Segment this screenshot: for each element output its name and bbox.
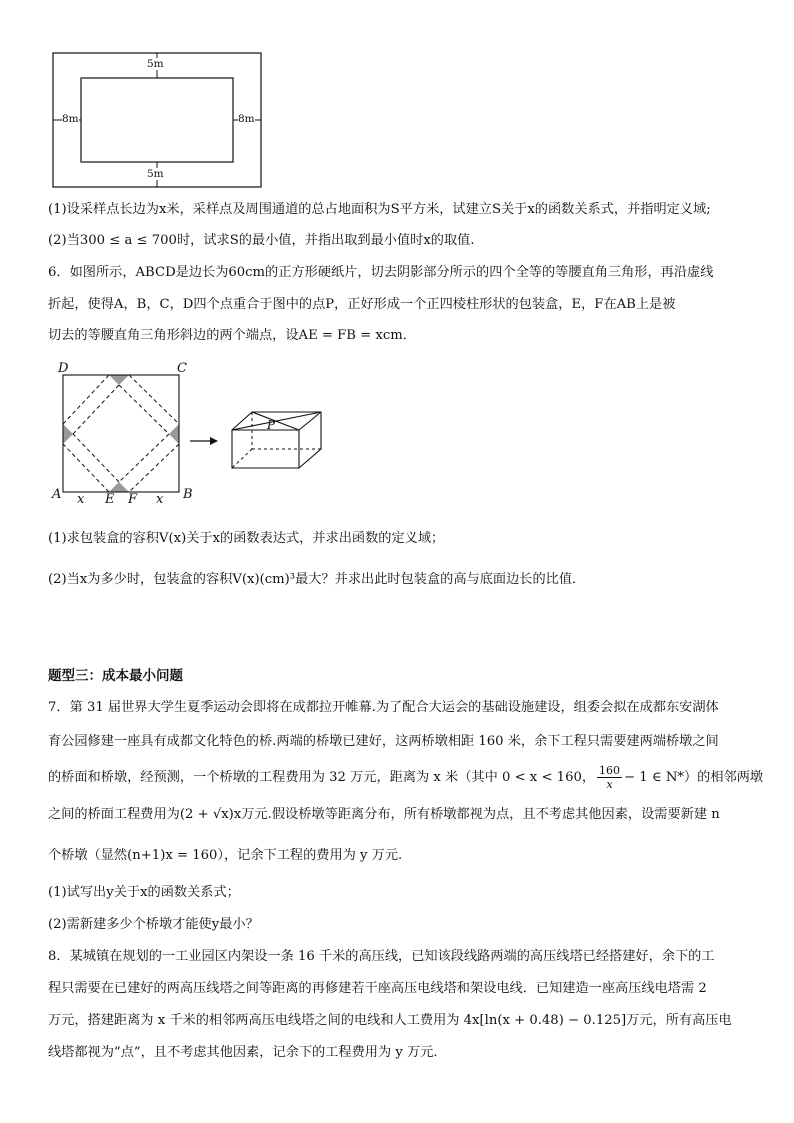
bottom-width-label: 5m — [147, 168, 164, 180]
left-width-label: 8m — [62, 113, 79, 125]
q8-line2: 程只需要在已建好的两高压线塔之间等距离的再修建若干座高压电线塔和架设电线．已知建造一座高压线电塔需 2 — [48, 981, 707, 996]
q8-line3: 万元，搭建距离为 x 千米的相邻两高压电线塔之间的电线和人工费用为 4x[ln(x + 0.48) − 0.125]万元，所有高压电 — [48, 1013, 732, 1028]
q7-line3 — [48, 764, 764, 791]
q6-line2: 折起，使得A，B，C，D四个点重合于图中的点P，正好形成一个正四棱柱形状的包装盒，E，F在AB上是被 — [48, 297, 676, 312]
shaded-triangle-bottom — [109, 482, 129, 492]
q8-line1: 8．某城镇在规划的一工业园区内架设一条 16 千米的高压线，已知该段线路两端的高压线塔已经搭建好，余下的工 — [48, 949, 715, 964]
label-D: D — [58, 361, 69, 376]
label-A: A — [52, 487, 62, 502]
section-heading: 题型三：成本最小问题 — [48, 668, 183, 684]
q7-line5: 个桥墩（显然(n+1)x = 160），记余下工程的费用为 y 万元. — [48, 848, 403, 863]
q5-part2: (2)当300 ≤ a ≤ 700时，试求S的最小值，并指出取到最小值时x的取值. — [48, 233, 475, 248]
q6-part2: (2)当x为多少时，包装盒的容积V(x)(cm)³最大？并求出此时包装盒的高与底面边长的比值． — [48, 572, 586, 587]
fraction-denominator: x — [606, 778, 613, 791]
label-E: E — [105, 492, 115, 507]
label-P: P — [267, 418, 276, 432]
q5-part1: (1)设采样点长边为x米，采样点及周围通道的总占地面积为S平方米，试建立S关于x的函数关系式，并指明定义域; — [48, 202, 711, 217]
top-width-label: 5m — [147, 58, 164, 70]
dashed-fold-lines — [63, 375, 179, 492]
label-B: B — [183, 487, 193, 502]
q7-line2: 育公园修建一座具有成都文化特色的桥.两端的桥墩已建好，这两桥墩相距 160 米，余下工程只需要建两端桥墩之间 — [48, 734, 719, 749]
label-x-right: x — [156, 492, 164, 507]
q6-part1: (1)求包装盒的容积V(x)关于x的函数表达式，并求出函数的定义域； — [48, 531, 445, 546]
q7-line3-end: − 1 ∈ N*）的相邻两墩 — [624, 770, 764, 785]
q7-part2: (2)需新建多少个桥墩才能使y最小？ — [48, 917, 259, 932]
shaded-triangle-left — [63, 424, 73, 444]
q7-part1: (1)试写出y关于x的函数关系式； — [48, 885, 240, 900]
q8-line4: 线塔都视为“点”，且不考虑其他因素，记余下的工程费用为 y 万元． — [48, 1045, 447, 1060]
label-C: C — [177, 361, 187, 376]
shaded-triangle-right — [169, 424, 179, 444]
q7-line4: 之间的桥面工程费用为(2 + √x)x万元.假设桥墩等距离分布，所有桥墩都视为点，且不考虑其他因素，设需要新建 n — [48, 807, 720, 822]
label-F: F — [128, 492, 138, 507]
label-x-left: x — [77, 492, 85, 507]
q7-line1: 7．第 31 届世界大学生夏季运动会即将在成都拉开帷幕.为了配合大运会的基础设施建设，组委会拟在成都东安湖体 — [48, 700, 719, 715]
arrow-head — [210, 437, 218, 445]
box-solid — [232, 412, 321, 468]
right-width-label: 8m — [238, 113, 255, 125]
fraction-numerator: 160 — [599, 764, 621, 777]
square-cardboard — [63, 375, 179, 492]
fraction-160-over-x — [597, 764, 622, 791]
shaded-triangle-top — [109, 375, 129, 385]
box-hidden-edges — [232, 412, 321, 468]
box-diagram — [48, 358, 348, 510]
inner-rect — [81, 78, 233, 162]
q6-line3: 切去的等腰直角三角形斜边的两个端点，设AE = FB = xcm． — [48, 328, 416, 343]
q7-line3-start: 的桥面和桥墩，经预测，一个桥墩的工程费用为 32 万元，距离为 x 米（其中 0 < x < 160， — [48, 770, 596, 785]
q6-line1: 6．如图所示，ABCD是边长为60cm的正方形硬纸片，切去阴影部分所示的四个全等的等腰直角三角形，再沿虚线 — [48, 265, 714, 280]
